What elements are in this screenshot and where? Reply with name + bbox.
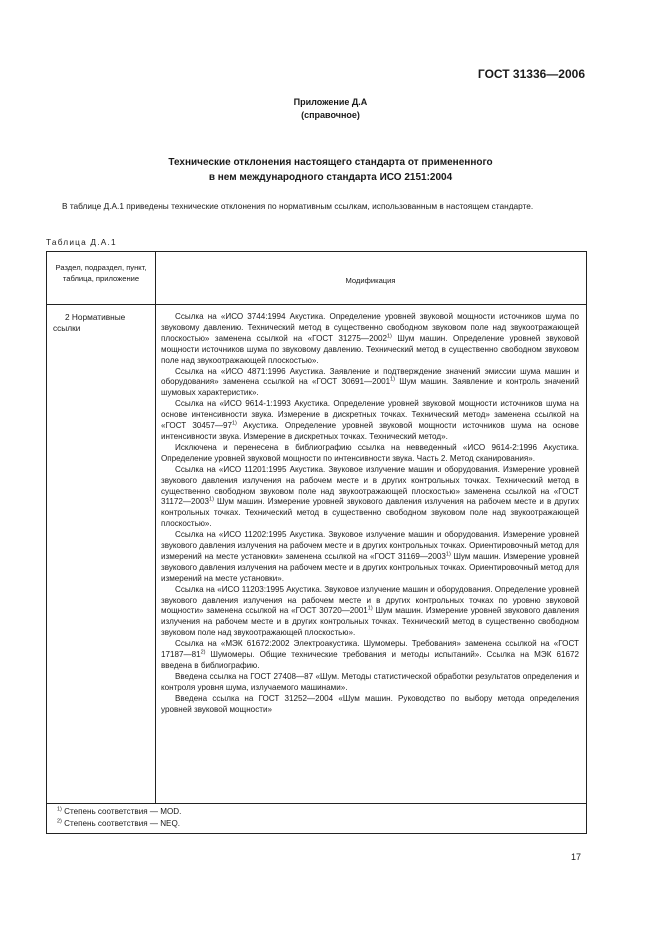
modification-paragraph: Ссылка на «ИСО 9614-1:1993 Акустика. Определение уровней звуковой мощности источников шума на основе интенсивности звука. Измерение в дискретных точках. Технический метод» заменена ссылкой на «ГОСТ 30457—97$^{1)}$ Акустика. Определение уровней звуковой мощности источников шума на основе интенсивности звука. Измерение в дискретных точках. Технический метод». (161, 399, 579, 441)
annex-title: Приложение Д.А (293, 97, 368, 107)
document-title-line-2: в нем международного стандарта ИСО 2151:2004 (208, 172, 453, 183)
deviations-table (46, 251, 587, 834)
page-number: 17 (570, 852, 581, 862)
modification-paragraph: Ссылка на «ИСО 4871:1996 Акустика. Заявление и подтверждение значений эмиссии шума машин и оборудования» заменена ссылкой на «ГОСТ 30691—2001$^{1)}$ Шум машин. Заявление и контроль значений шумовых характеристик». (161, 366, 579, 398)
modification-paragraph: Ссылка на «ИСО 11201:1995 Акустика. Звуковое излучение машин и оборудования. Измерение уровней звукового давления излучения на рабочем месте и в других контрольных точках. Технический метод в существенно свободном звуковом поле над звукоотражающей плоскостью» заменена ссылкой на «ГОСТ 31172—2003$^{1)}$ Шум машин. Измерение уровней звукового давления излучения на рабочем месте и в других контрольных точках. Технический метод в существенно свободном звуковом поле над звукоотражающей плоскостью». (161, 464, 579, 529)
table-caption: Таблица Д.А.1 (46, 237, 117, 247)
document-title-line-1: Технические отклонения настоящего стандарта от примененного (168, 157, 493, 168)
modification-paragraph: Введена ссылка на ГОСТ 27408—87 «Шум. Методы статистической обработки результатов определения и контроля уровня шума, излучаемого машинами». (161, 671, 579, 692)
annex-subtitle: (справочное) (301, 110, 360, 120)
section-cell: 2 Нормативные ссылки (53, 312, 126, 333)
modification-paragraph: Ссылка на «ИСО 11202:1995 Акустика. Звуковое излучение машин и оборудования. Измерение уровней звукового давления излучения на рабочем месте и в других контрольных точках. Ориентировочный метод для измерений на месте установки» заменена ссылкой на «ГОСТ 31169—2003$^{1)}$ Шум машин. Измерение уровней звукового давления излучения на рабочем месте и в других контрольных точках. Ориентировочный метод для измерений на месте установки». (161, 530, 579, 583)
footnote-1: $^{1)}$ Степень соответствия — MOD. (57, 806, 182, 816)
column-divider (155, 252, 156, 803)
modification-paragraph: Ссылка на «МЭК 61672:2002 Электроакустика. Шумомеры. Требования» заменена ссылкой на «ГОСТ 17187—81$^{2)}$ Шумомеры. Общие технические требования и методы испытаний». Ссылка на МЭК 61672 введена в библиографию. (161, 639, 579, 670)
header-divider (47, 304, 586, 305)
modification-cell (161, 312, 579, 716)
modification-paragraph: Ссылка на «ИСО 3744:1994 Акустика. Определение уровней звуковой мощности источников шума по звуковому давлению. Технический метод в существенно свободном звуковом поле над звукоотражающей плоскостью» заменена ссылкой на «ГОСТ 31275—2002$^{1)}$ Шум машин. Определение уровней звуковой мощности источников шума по звуковому давлению. Технический метод в существенно свободном звуковом поле над звукоотражающей плоскостью». (161, 312, 580, 365)
modification-paragraph: Исключена и перенесена в библиографию ссылка на невведенный «ИСО 9614-2:1996 Акустика. Определение уровней звуковой мощности по интенсивности звука. Часть 2. Метод сканирования». (161, 442, 579, 463)
standard-designation: ГОСТ 31336—2006 (477, 67, 585, 81)
modification-paragraph: Введена ссылка на ГОСТ 31252—2004 «Шум машин. Руководство по выбору метода определения уровней звуковой мощности» (161, 693, 579, 714)
footnote-2: $^{2)}$ Степень соответствия — NEQ. (57, 818, 180, 828)
column-header-section: Раздел, подраздел, пункт, таблица, приложение (55, 263, 147, 283)
intro-paragraph: В таблице Д.А.1 приведены технические отклонения по нормативным ссылкам, использованным в настоящем стандарте. (62, 201, 534, 211)
column-header-modification: Модификация (345, 276, 396, 285)
modification-paragraph: Ссылка на «ИСО 11203:1995 Акустика. Звуковое излучение машин и оборудования. Определение уровней звукового давления излучения на рабочем месте и в других контрольных точках по уровню звуковой мощности» заменена ссылкой на «ГОСТ 30720—2001$^{1)}$ Шум машин. Измерение уровней звукового давления излучения на рабочем месте и в других контрольных точках. Технический метод в существенно свободном звуковом поле над звукоотражающей плоскостью». (161, 584, 579, 638)
footnote-divider (47, 803, 586, 804)
